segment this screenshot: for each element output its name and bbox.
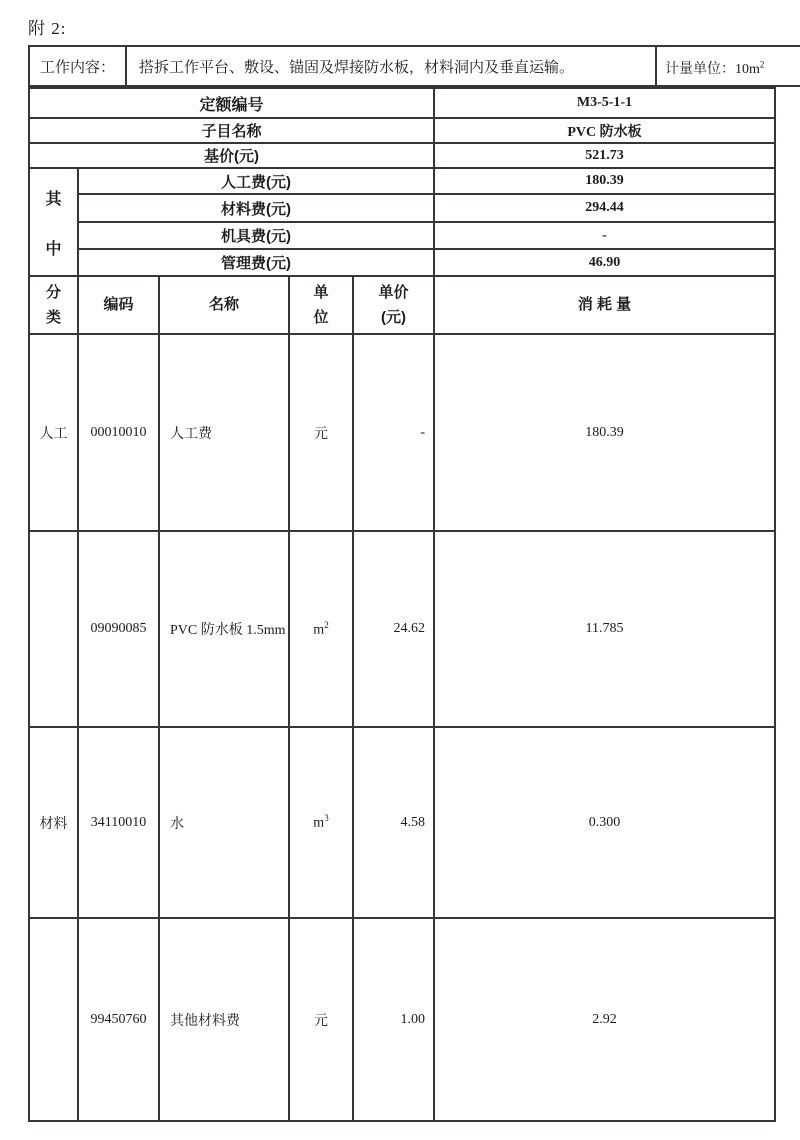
work-content-label: 工作内容： <box>29 46 126 86</box>
machine-cost-value: - <box>434 222 775 249</box>
row-name: 人工费 <box>159 334 289 531</box>
quota-code-value: M3-5-1-1 <box>434 88 775 118</box>
quota-code-row <box>29 88 775 118</box>
row-consumption: 2.92 <box>434 918 775 1121</box>
row-category <box>29 531 78 727</box>
row-price: 24.62 <box>353 531 434 727</box>
machine-cost-row <box>29 222 775 249</box>
row-unit: $m^2$ <box>289 531 353 727</box>
header-name: 名称 <box>159 276 289 334</box>
detail-row-other-material <box>29 918 775 1121</box>
measure-unit-label: 计量单位： <box>665 62 735 77</box>
measure-unit-superscript: 2 <box>759 59 765 70</box>
management-cost-value: 46.90 <box>434 249 775 276</box>
row-category: 材料 <box>29 727 78 918</box>
header-consumption: 消 耗 量 <box>434 276 775 334</box>
row-code: 34110010 <box>78 727 159 918</box>
row-category: 人工 <box>29 334 78 531</box>
work-content-table <box>28 45 800 87</box>
item-name-label: 子目名称 <box>29 118 434 143</box>
row-code: 00010010 <box>78 334 159 531</box>
base-price-label: 基价(元) <box>29 143 434 168</box>
row-name: 其他材料费 <box>159 918 289 1121</box>
quota-code-label: 定额编号 <box>29 88 434 118</box>
row-unit: 元 <box>289 918 353 1121</box>
work-content-row <box>29 46 800 86</box>
detail-row-water <box>29 727 775 918</box>
row-unit: 元 <box>289 334 353 531</box>
measure-unit-value: 10m <box>735 62 760 77</box>
material-cost-value: 294.44 <box>434 194 775 222</box>
material-cost-row <box>29 194 775 222</box>
row-consumption: 180.39 <box>434 334 775 531</box>
item-name-row <box>29 118 775 143</box>
header-price: 单价 (元) <box>353 276 434 334</box>
row-name: 水 <box>159 727 289 918</box>
machine-cost-label: 机具费(元) <box>78 222 434 249</box>
row-price: 1.00 <box>353 918 434 1121</box>
among-cell <box>29 168 78 276</box>
measure-unit-cell <box>656 46 800 86</box>
row-consumption: 11.785 <box>434 531 775 727</box>
labor-cost-label: 人工费(元) <box>78 168 434 194</box>
row-unit: $m^3$ <box>289 727 353 918</box>
detail-header-row <box>29 276 775 334</box>
row-code: 09090085 <box>78 531 159 727</box>
attachment-label: 附 2: <box>28 19 67 38</box>
detail-row-pvc <box>29 531 775 727</box>
work-content-text: 搭拆工作平台、敷设、锚固及焊接防水板，材料洞内及垂直运输。 <box>126 46 656 86</box>
row-category <box>29 918 78 1121</box>
row-consumption: 0.300 <box>434 727 775 918</box>
management-cost-label: 管理费(元) <box>78 249 434 276</box>
header-category: 分 类 <box>29 276 78 334</box>
header-code: 编码 <box>78 276 159 334</box>
among-label-top: 其 <box>45 190 62 208</box>
quota-table <box>28 87 776 1122</box>
row-price: 4.58 <box>353 727 434 918</box>
base-price-value: 521.73 <box>434 143 775 168</box>
among-label-bottom: 中 <box>45 240 62 258</box>
item-name-value: PVC 防水板 <box>434 118 775 143</box>
base-price-row <box>29 143 775 168</box>
row-code: 99450760 <box>78 918 159 1121</box>
header-unit: 单 位 <box>289 276 353 334</box>
management-cost-row <box>29 249 775 276</box>
labor-cost-row <box>29 168 775 194</box>
row-price: - <box>353 334 434 531</box>
labor-cost-value: 180.39 <box>434 168 775 194</box>
detail-row-labor <box>29 334 775 531</box>
material-cost-label: 材料费(元) <box>78 194 434 222</box>
row-name: PVC 防水板 1.5mm <box>159 531 289 727</box>
